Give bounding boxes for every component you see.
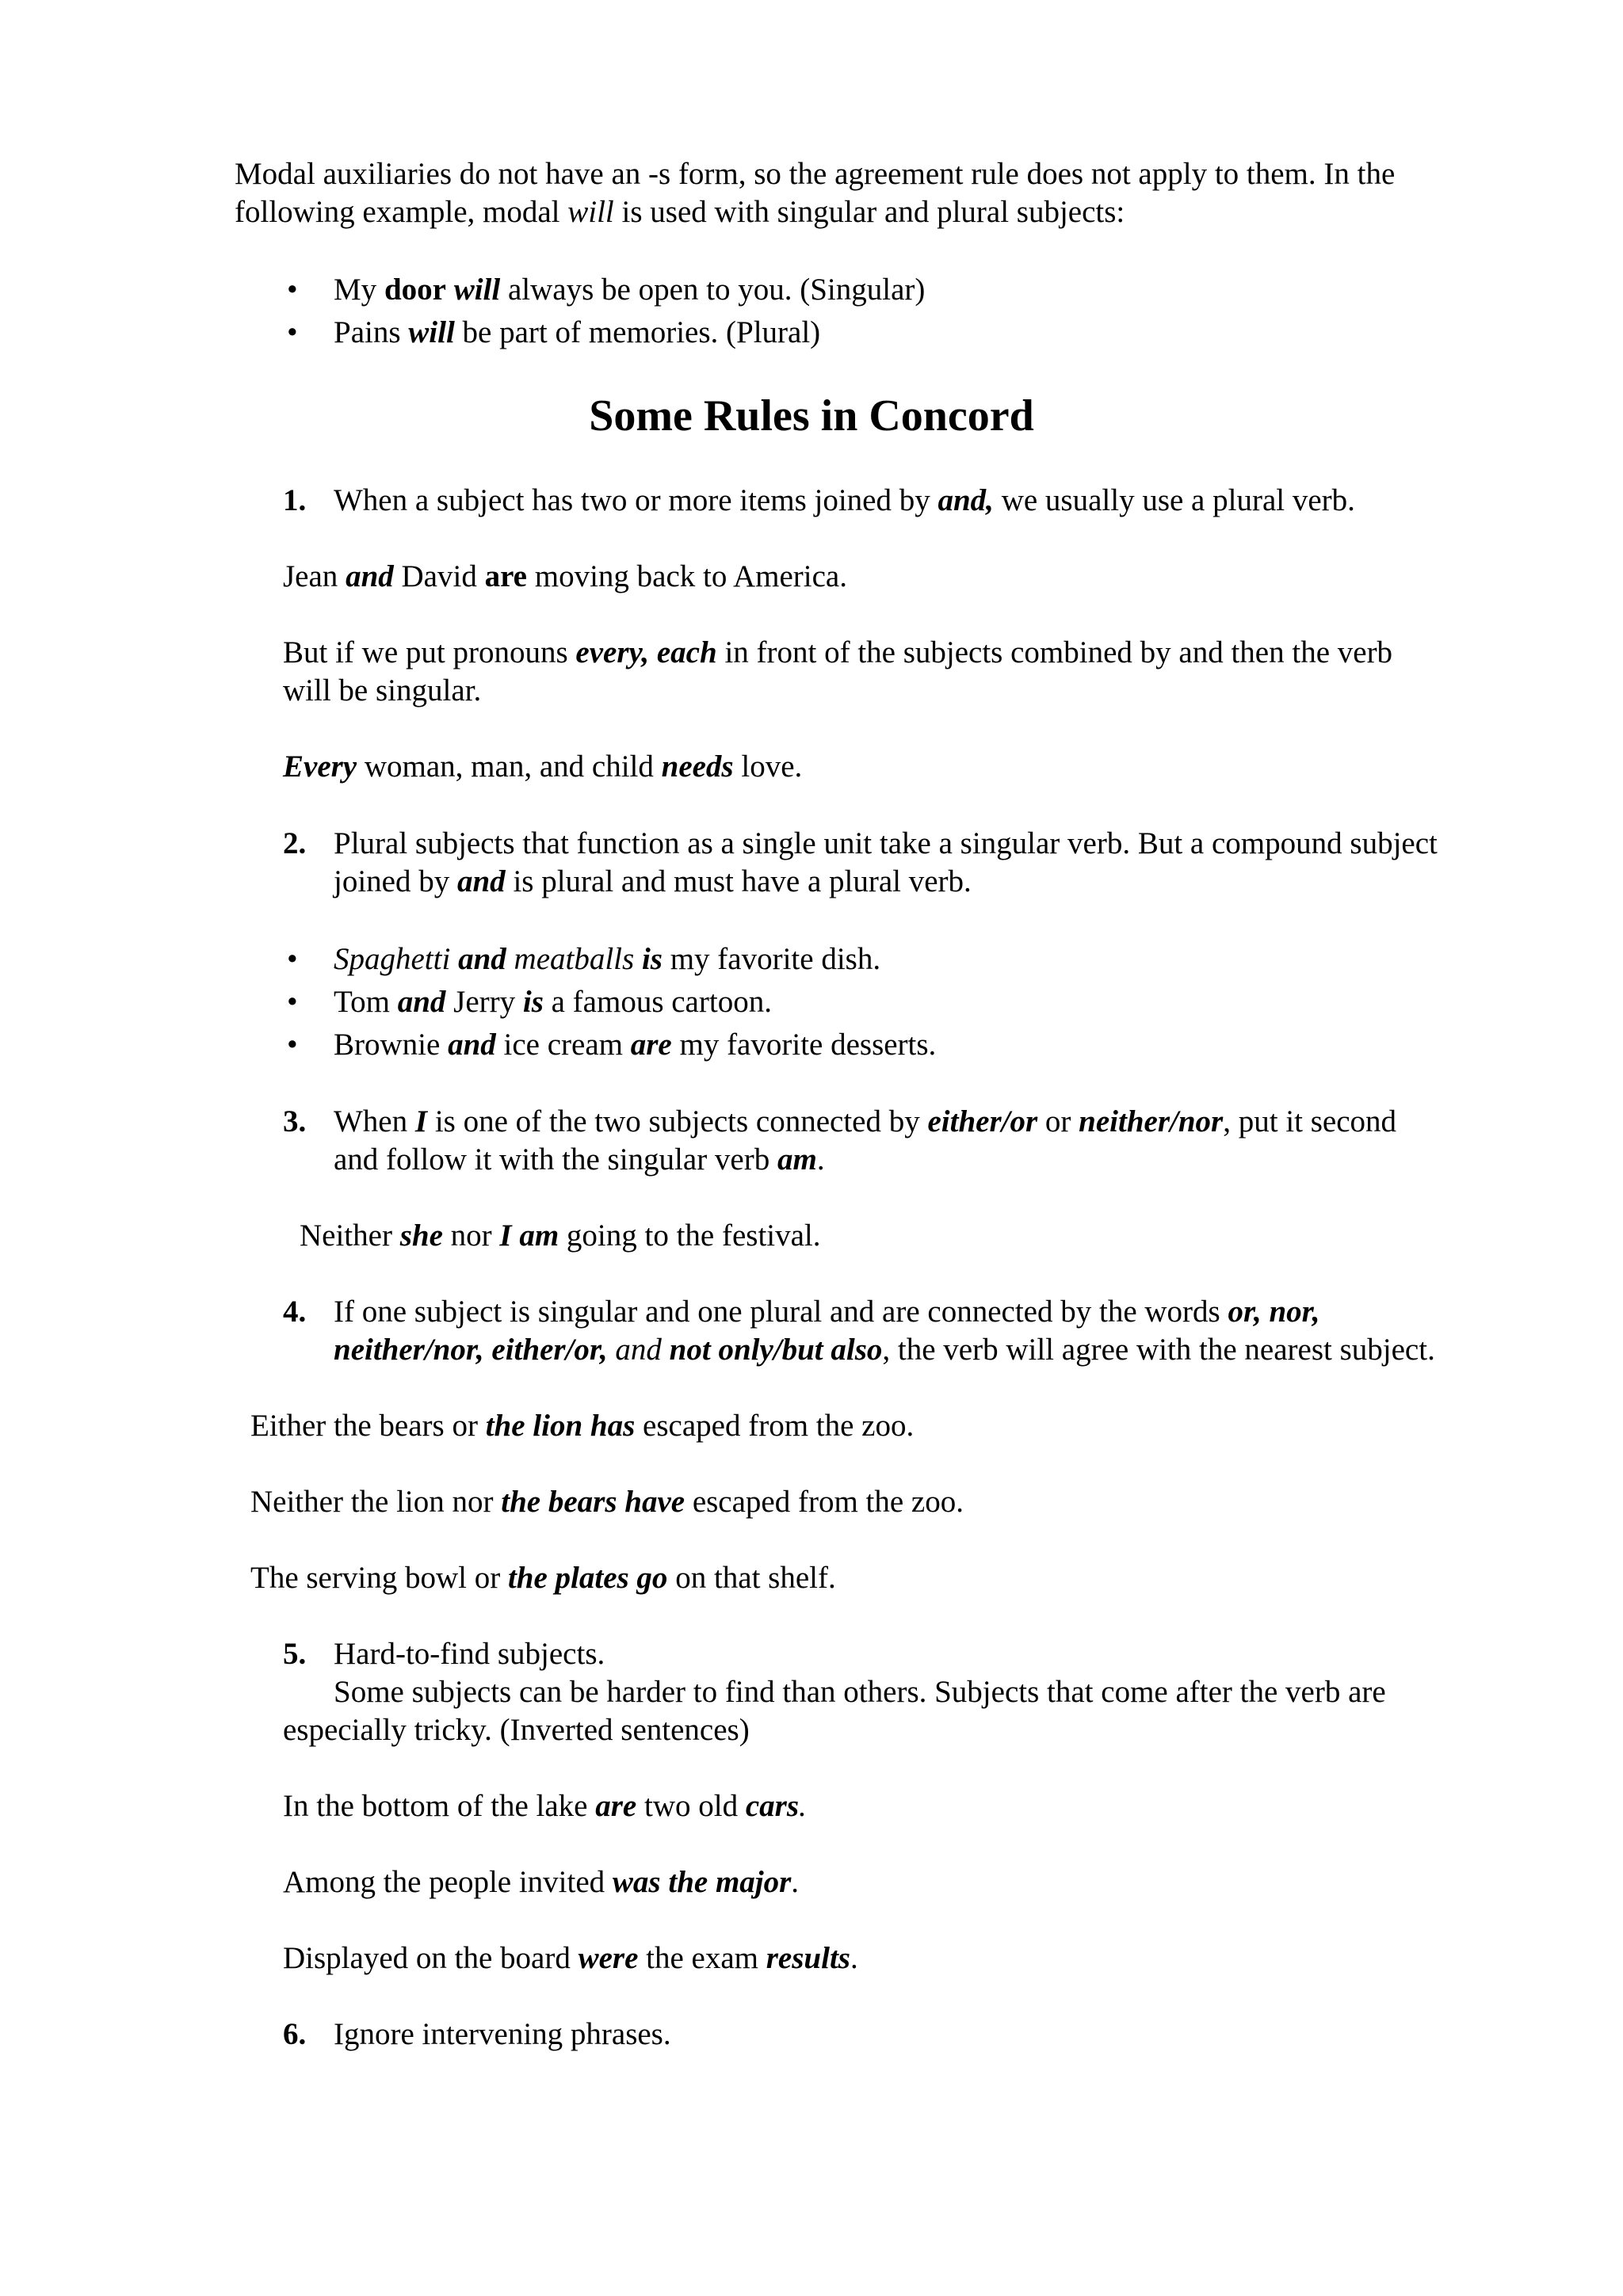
rule-5-line-3: especially tricky. (Inverted sentences) [283,1713,750,1747]
modal-example-singular: My door will always be open to you. (Singular) [334,273,926,307]
rule-5-line-2: Some subjects can be harder to find than others. Subjects that come after the verb are [334,1675,1386,1709]
rule-1-note-line-2: will be singular. [283,673,482,707]
bullet-dot: • [287,985,298,1019]
rule-4-example-2: Neither the lion nor the bears have escaped from the zoo. [250,1485,964,1519]
rule-1-example: Jean and David are moving back to America. [283,559,847,593]
rule-4-example-1: Either the bears or the lion has escaped from the zoo. [250,1409,915,1443]
rule-5-example-3: Displayed on the board were the exam results. [283,1941,858,1975]
rule-6-line-1: Ignore intervening phrases. [334,2017,671,2051]
rule-5-line-1: Hard-to-find subjects. [334,1637,605,1671]
rule-6-number: 6. [283,2017,307,2051]
bullet-dot: • [287,1028,298,1062]
rule-2-number: 2. [283,826,307,860]
rule-2-line-1: Plural subjects that function as a single unit take a singular verb. But a compound subject [334,826,1438,860]
bullet-dot: • [287,315,298,349]
rule-3-line-1: When I is one of the two subjects connected by either/or or neither/nor, put it second [334,1104,1397,1138]
section-heading: Some Rules in Concord [589,391,1034,441]
intro-line-2: following example, modal will is used with singular and plural subjects: [235,195,1125,229]
intro-line-1: Modal auxiliaries do not have an -s form, so the agreement rule does not apply to them. In the [235,157,1396,191]
rule-5-example-1: In the bottom of the lake are two old cars. [283,1789,807,1823]
rule-2-example-3: Brownie and ice cream are my favorite desserts. [334,1028,937,1062]
rule-4-line-2: neither/nor, either/or, and not only/but also, the verb will agree with the nearest subject. [334,1333,1435,1367]
rule-4-example-3: The serving bowl or the plates go on that shelf. [250,1561,836,1595]
rule-2-example-2: Tom and Jerry is a famous cartoon. [334,985,772,1019]
rule-1-number: 1. [283,483,307,517]
rule-1-example-2: Every woman, man, and child needs love. [283,749,803,784]
rule-3-number: 3. [283,1104,307,1138]
bullet-dot: • [287,273,298,307]
rule-5-number: 5. [283,1637,307,1671]
bullet-dot: • [287,942,298,976]
rule-2-example-1: Spaghetti and meatballs is my favorite dish. [334,942,881,976]
rule-5-example-2: Among the people invited was the major. [283,1865,800,1899]
rule-4-line-1: If one subject is singular and one plural and are connected by the words or, nor, [334,1295,1320,1329]
rule-1-text: When a subject has two or more items joined by and, we usually use a plural verb. [334,483,1355,517]
rule-3-line-2: and follow it with the singular verb am. [334,1142,825,1177]
rule-2-line-2: joined by and is plural and must have a plural verb. [334,864,972,898]
rule-1-note-line-1: But if we put pronouns every, each in front of the subjects combined by and then the verb [283,635,1393,669]
modal-example-plural: Pains will be part of memories. (Plural) [334,315,821,349]
rule-4-number: 4. [283,1295,307,1329]
rule-3-example: Neither she nor I am going to the festival. [300,1219,821,1253]
